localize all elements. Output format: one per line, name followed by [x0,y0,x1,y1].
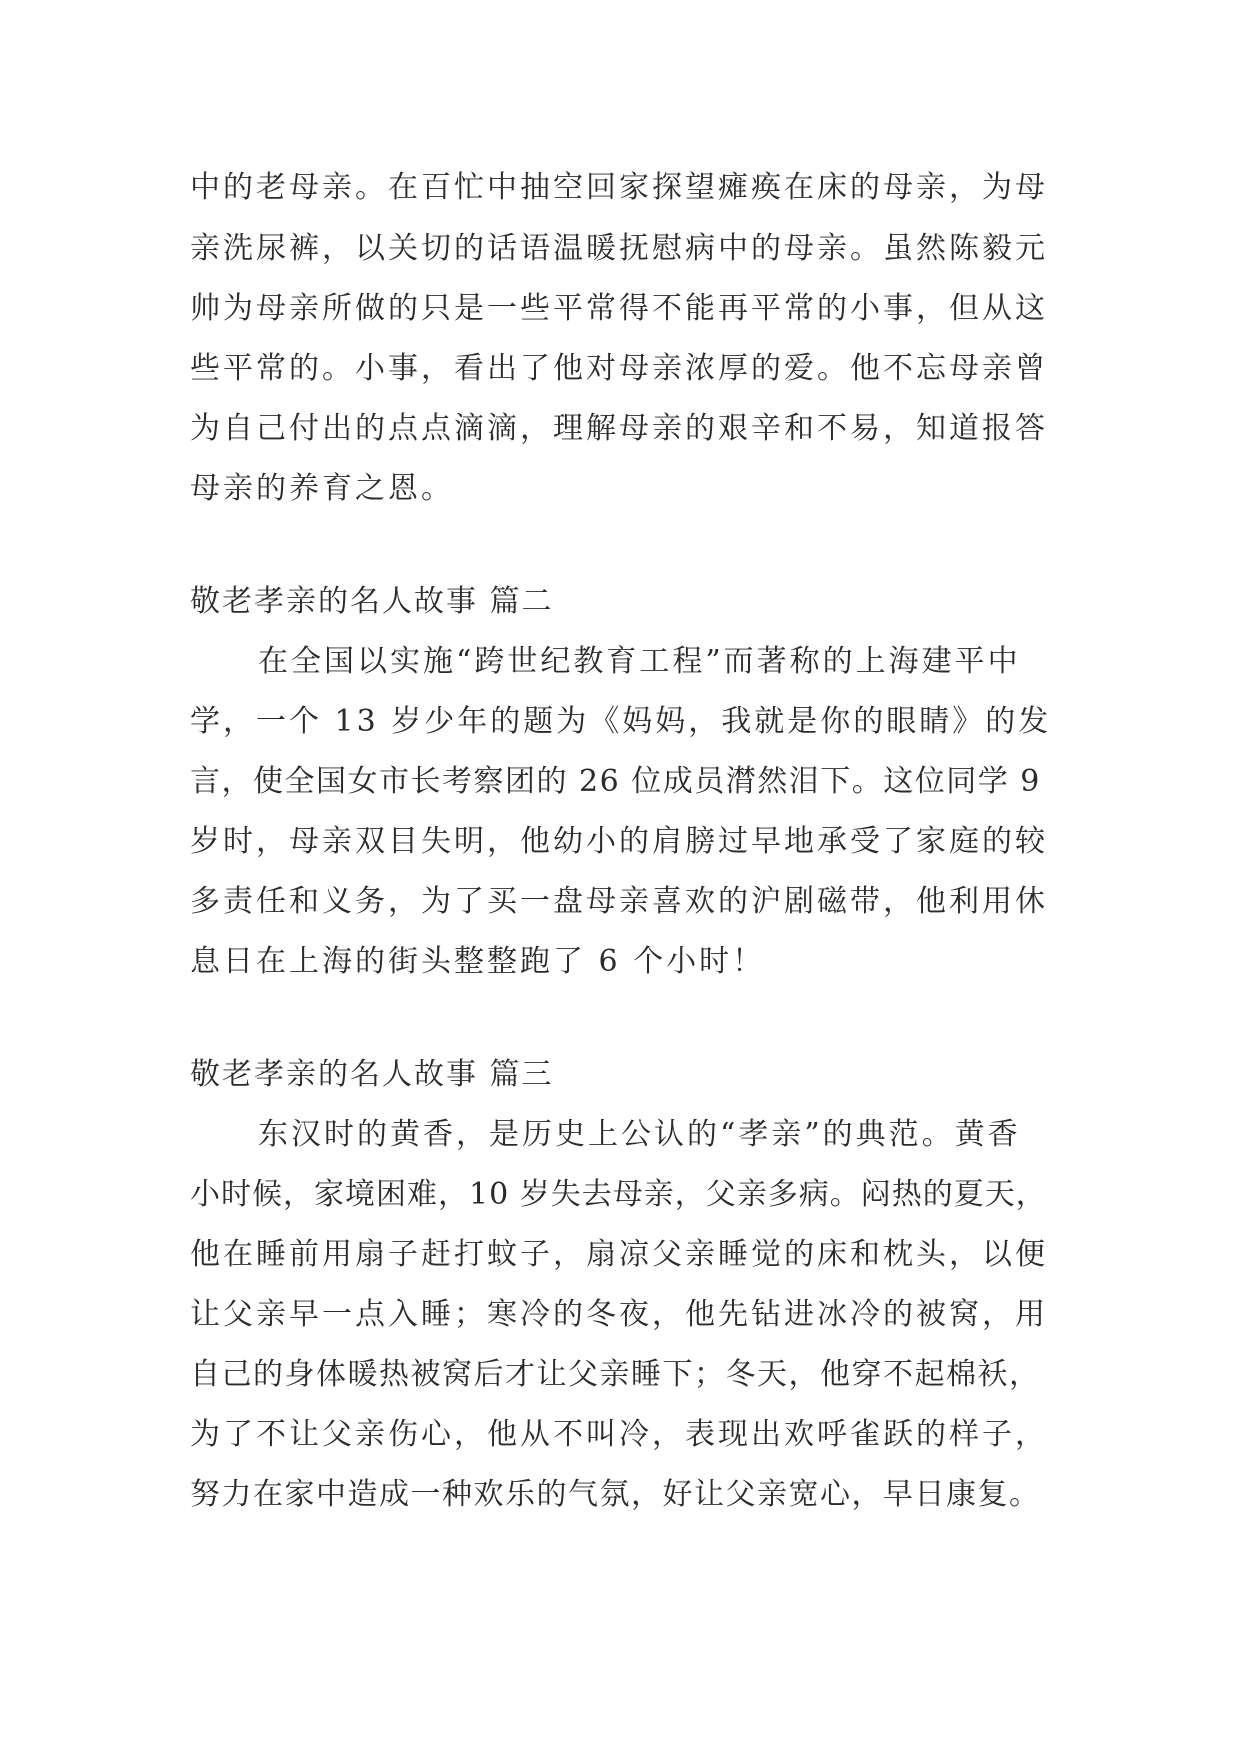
paragraph-line: 东汉时的黄香，是历史上公认的“孝亲”的典范。黄香 [258,1117,1021,1152]
paragraph-line: 多责任和义务，为了买一盘母亲喜欢的沪剧磁带，他利用休 [190,884,1048,919]
paragraph-line: 中的老母亲。在百忙中抽空回家探望瘫痪在床的母亲，为母 [190,170,1048,205]
paragraph-line: 他在睡前用扇子赶打蚊子，扇凉父亲睡觉的床和枕头，以便 [190,1237,1048,1272]
paragraph-line: 让父亲早一点入睡；寒冷的冬夜，他先钻进冰冷的被窝，用 [190,1297,1048,1332]
paragraph-line: 息日在上海的街头整整跑了 6 个小时！ [190,944,766,979]
paragraph-line: 些平常的。小事，看出了他对母亲浓厚的爱。他不忘母亲曾 [190,351,1048,386]
paragraph-line: 言，使全国女市长考察团的 26 位成员潸然泪下。这位同学 9 [190,764,1041,799]
paragraph-line: 在全国以实施“跨世纪教育工程”而著称的上海建平中 [258,644,1021,679]
section-heading: 敬老孝亲的名人故事 篇二 [190,584,554,619]
paragraph-line: 努力在家中造成一种欢乐的气氛，好让父亲宽心，早日康复。 [190,1477,1041,1512]
paragraph-line: 小时候，家境困难，10 岁失去母亲，父亲多病。闷热的夏天， [190,1177,1047,1212]
paragraph-line: 亲洗尿裤，以关切的话语温暖抚慰病中的母亲。虽然陈毅元 [190,231,1048,266]
paragraph-line: 帅为母亲所做的只是一些平常得不能再平常的小事，但从这 [190,291,1048,326]
paragraph-line: 母亲的养育之恩。 [190,471,454,506]
paragraph-line: 为了不让父亲伤心，他从不叫冷，表现出欢呼雀跃的样子， [190,1417,1048,1452]
paragraph-line: 学，一个 13 岁少年的题为《妈妈，我就是你的眼睛》的发 [190,704,1052,739]
paragraph-line: 自己的身体暖热被窝后才让父亲睡下；冬天，他穿不起棉袄， [190,1357,1041,1392]
paragraph-line: 为自己付出的点点滴滴，理解母亲的艰辛和不易，知道报答 [190,411,1048,446]
paragraph-line: 岁时，母亲双目失明，他幼小的肩膀过早地承受了家庭的较 [190,824,1048,859]
section-heading: 敬老孝亲的名人故事 篇三 [190,1057,554,1092]
